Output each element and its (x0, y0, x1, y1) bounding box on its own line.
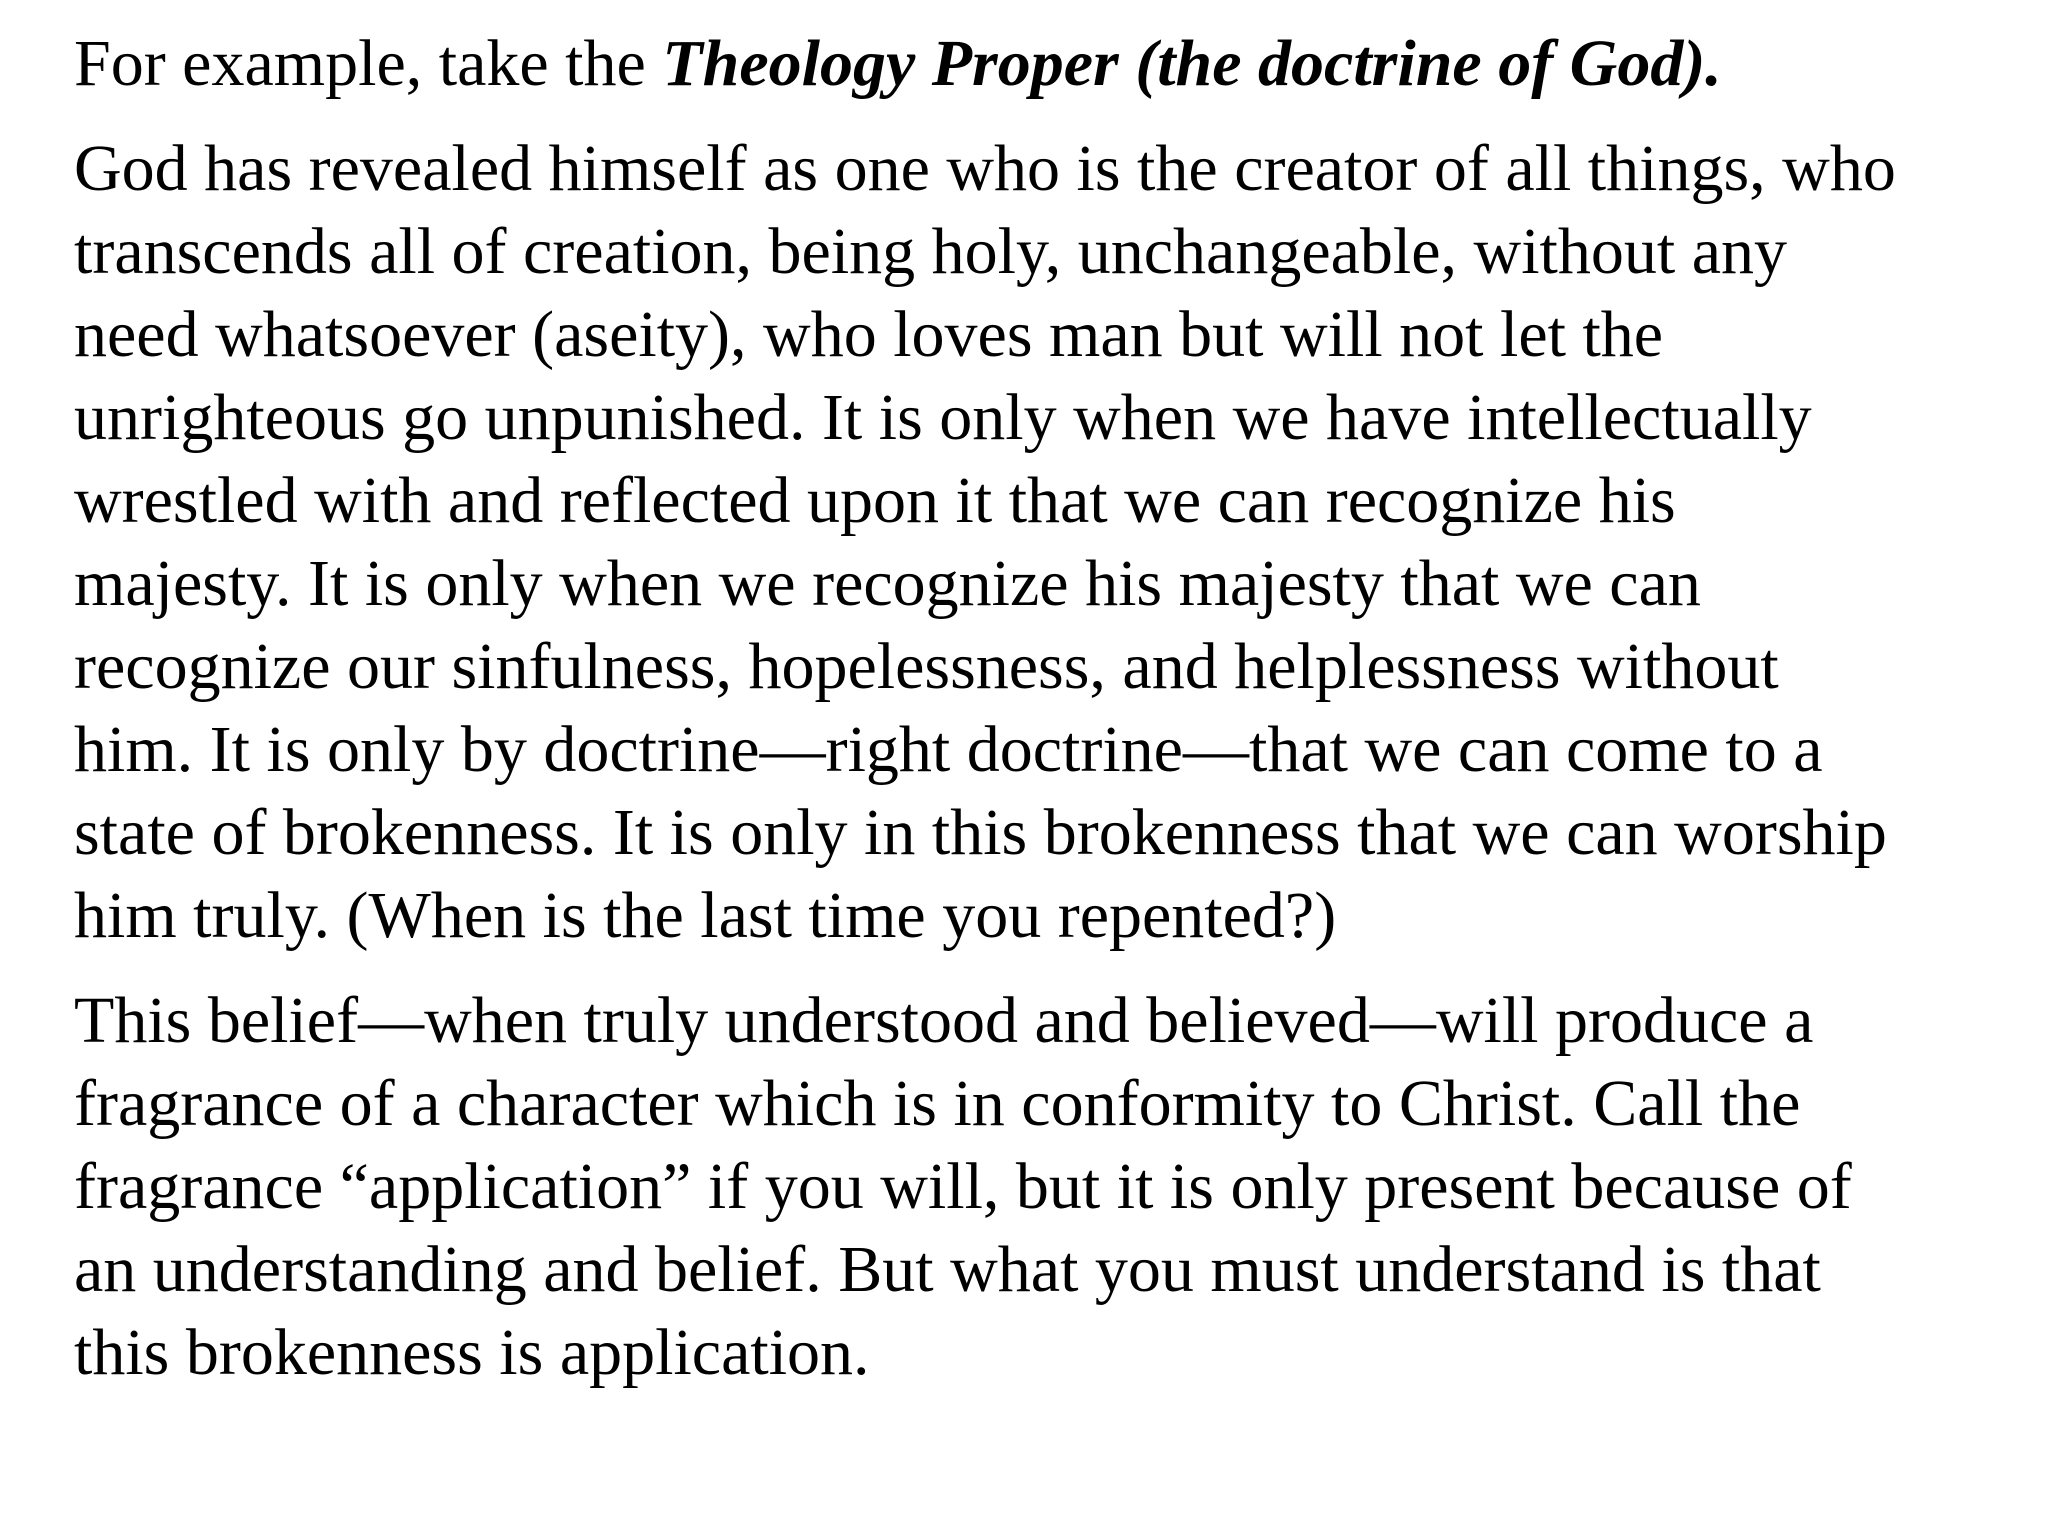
paragraph-line: fragrance of a character which is in conformity to Christ. Call the (74, 1067, 1801, 1140)
paragraph-line: transcends all of creation, being holy, unchangeable, without any (74, 215, 1788, 288)
paragraph-line: state of brokenness. It is only in this brokenness that we can worship (74, 796, 1887, 869)
intro-line (74, 22, 2034, 105)
paragraph-line: recognize our sinfulness, hopelessness, and helplessness without (74, 630, 1779, 703)
paragraph-line: God has revealed himself as one who is the creator of all things, who (74, 132, 1896, 205)
paragraph-line: an understanding and belief. But what you must understand is that (74, 1233, 1821, 1306)
paragraph-line: majesty. It is only when we recognize his majesty that we can (74, 547, 1701, 620)
paragraph-line: fragrance “application” if you will, but it is only present because of (74, 1150, 1852, 1223)
intro-lead-text: For example, take the (74, 27, 663, 100)
paragraph-line: this brokenness is application. (74, 1316, 870, 1389)
paragraph-line: unrighteous go unpunished. It is only when we have intellectually (74, 381, 1812, 454)
intro-paragraph (74, 22, 2034, 105)
document-page (74, 22, 2034, 1394)
intro-emphasis-text: Theology Proper (the doctrine of God). (662, 27, 1722, 100)
body-paragraph-1 (74, 127, 2034, 957)
paragraph-line: This belief—when truly understood and believed—will produce a (74, 984, 1814, 1057)
paragraph-line: need whatsoever (aseity), who loves man but will not let the (74, 298, 1664, 371)
body-paragraph-2 (74, 979, 2034, 1394)
paragraph-line: wrestled with and reflected upon it that we can recognize his (74, 464, 1676, 537)
paragraph-line: him. It is only by doctrine—right doctrine—that we can come to a (74, 713, 1823, 786)
paragraph-line: him truly. (When is the last time you repented?) (74, 879, 1337, 952)
